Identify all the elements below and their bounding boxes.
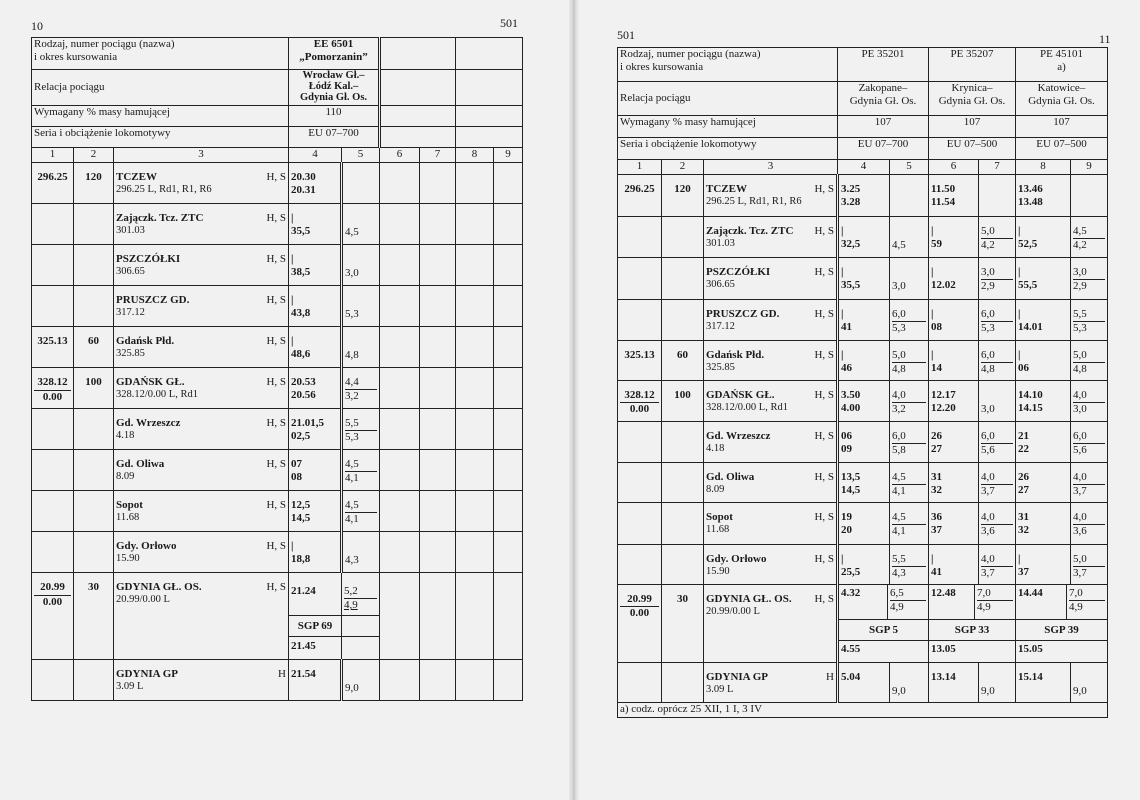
timetable-row: [618, 381, 1108, 422]
brake-distance-cell: [662, 217, 704, 258]
train-cell: 12.48 7,0 4,9 SGP 33 13.05: [929, 585, 1016, 663]
time-cell: | 14: [929, 341, 979, 381]
time-cell: | 37: [1016, 545, 1071, 585]
station-cell: GDYNIA GŁ. OS. H, S 20.99/0.00 L: [704, 585, 838, 663]
brake-distance-cell: [662, 503, 704, 545]
sgp-label: SGP 5: [839, 619, 928, 640]
brake-distance-cell: [662, 422, 704, 463]
left-page-header-number: 501: [500, 16, 518, 30]
time-cell: 13.14: [929, 663, 979, 703]
train-pe35207: PE 35207: [929, 48, 1016, 82]
run-time-cell: 9,0: [979, 663, 1016, 703]
timetable-row: [32, 327, 523, 368]
station-cell: GDYNIA GP H 3.09 L: [114, 660, 289, 701]
station-cell: Gdańsk Płd. H, S 325.85: [704, 341, 838, 381]
time-cell: 21.24 SGP 69 21.45: [289, 573, 342, 660]
time-cell: 21 22: [1016, 422, 1071, 463]
brake-distance-cell: [74, 245, 114, 286]
brake-distance-cell: [74, 409, 114, 450]
sgp-label: SGP 39: [1016, 619, 1107, 640]
timetable-row: [32, 532, 523, 573]
relation-pe45101: Katowice– Gdynia Gł. Os.: [1016, 82, 1108, 116]
column-numbers: 1 2 3 4 5 6 7 8 9: [618, 160, 1108, 175]
run-time-cell: 9,0: [342, 660, 380, 701]
hdr-loco-label: Seria i obciążenie lokomotywy: [32, 127, 289, 148]
brake-distance-cell: 100: [662, 381, 704, 422]
brake-pe45101: 107: [1016, 116, 1108, 138]
brake-distance-cell: 60: [74, 327, 114, 368]
run-time-cell: 5,2 4,9: [342, 573, 380, 660]
hdr-brake-label: Wymagany % masy hamującej: [32, 106, 289, 127]
time-cell: | 55,5: [1016, 258, 1071, 300]
timetable-row: [618, 258, 1108, 300]
brake-distance-cell: 120: [662, 175, 704, 217]
hdr-relation-label: Relacja pociągu: [618, 82, 838, 116]
run-time-cell: 6,0 5,8: [890, 422, 929, 463]
brake-distance-cell: [74, 286, 114, 327]
brake-distance-cell: [74, 491, 114, 532]
timetable-row: [32, 573, 523, 660]
run-time-cell: 4,0 3,7: [979, 545, 1016, 585]
right-page-header-number: 501: [617, 28, 635, 42]
run-time-cell: 5,0 4,8: [890, 341, 929, 381]
column-numbers: 1 2 3 4 5 6 7 8 9: [32, 148, 523, 163]
station-cell: Gdańsk Płd. H, S 325.85: [114, 327, 289, 368]
run-time-cell: 5,5 5,3: [342, 409, 380, 450]
brake-distance-cell: 100: [74, 368, 114, 409]
run-time-cell: [1071, 175, 1108, 217]
run-time-cell: 4,5 4,1: [890, 503, 929, 545]
hdr-train-type-label: Rodzaj, numer pociągu (nazwa) i okres kursowania: [618, 48, 838, 82]
timetable-row: [618, 300, 1108, 341]
time-cell: | 52,5: [1016, 217, 1071, 258]
timetable-row: [618, 175, 1108, 217]
station-cell: GDAŃSK GŁ. H, S 328.12/0.00 L, Rd1: [114, 368, 289, 409]
hdr-loco-label: Seria i obciążenie lokomotywy: [618, 138, 838, 160]
station-cell: Sopot H, S 11.68: [114, 491, 289, 532]
run-time-cell: 4,4 3,2: [342, 368, 380, 409]
run-time-cell: 4,5 4,1: [342, 450, 380, 491]
time-cell: 36 37: [929, 503, 979, 545]
time-cell: | 08: [929, 300, 979, 341]
relation-pe35201: Zakopane– Gdynia Gł. Os.: [838, 82, 929, 116]
timetable-row: [618, 341, 1108, 381]
run-time-cell: 4,5 4,1: [890, 463, 929, 503]
time-cell: | 38,5: [289, 245, 342, 286]
sgp-label: SGP 69: [289, 615, 341, 636]
km-cell: 325.13: [37, 335, 68, 347]
run-time-cell: [979, 175, 1016, 217]
train-cell: 14.44 7,0 4,9 SGP 39 15.05: [1016, 585, 1108, 663]
station-cell: Gdy. Orłowo H, S 15.90: [114, 532, 289, 573]
book-spine: [569, 0, 579, 800]
brake-distance-cell: [74, 204, 114, 245]
time-cell: | 25,5: [838, 545, 890, 585]
timetable-row: [618, 217, 1108, 258]
run-time-cell: 6,0 5,6: [979, 422, 1016, 463]
run-time-cell: 4,0 3,0: [1071, 381, 1108, 422]
time-cell: 26 27: [1016, 463, 1071, 503]
run-time-cell: 6,0 5,3: [890, 300, 929, 341]
timetable-row: [618, 422, 1108, 463]
run-time-cell: 5,5 5,3: [1071, 300, 1108, 341]
relation-pe35207: Krynica– Gdynia Gł. Os.: [929, 82, 1016, 116]
time-cell: 31 32: [929, 463, 979, 503]
run-time-cell: 4,0 3,6: [979, 503, 1016, 545]
left-page-number: 10: [31, 19, 43, 33]
run-time-cell: 3,0: [342, 245, 380, 286]
right-timetable: [617, 47, 1108, 718]
train-ee6501: EE 6501 „Pomorzanin”: [289, 38, 380, 70]
km-cell: 20.99 0.00: [34, 581, 71, 609]
time-cell: 11.50 11.54: [929, 175, 979, 217]
train-cell: 4.32 6,5 4,9 SGP 5 4.55: [838, 585, 929, 663]
run-time-cell: [890, 175, 929, 217]
run-time-cell: 4,5: [342, 204, 380, 245]
timetable-row: [32, 450, 523, 491]
time-cell: | 12.02: [929, 258, 979, 300]
run-time-cell: 3,0 2,9: [1071, 258, 1108, 300]
hdr-relation-label: Relacja pociągu: [32, 70, 289, 106]
brake-distance-cell: [662, 545, 704, 585]
brake-distance-cell: [74, 660, 114, 701]
timetable-row: [32, 660, 523, 701]
run-time-cell: 3,0: [890, 258, 929, 300]
km-cell: 325.13: [624, 349, 655, 361]
timetable-row: [618, 663, 1108, 703]
run-time-cell: 4,0 3,7: [979, 463, 1016, 503]
time-cell: | 35,5: [289, 204, 342, 245]
km-cell: 296.25: [37, 171, 68, 183]
run-time-cell: 4,0 3,6: [1071, 503, 1108, 545]
sgp-label: SGP 33: [929, 619, 1015, 640]
run-time-cell: 6,0 5,6: [1071, 422, 1108, 463]
run-time-cell: 9,0: [890, 663, 929, 703]
brake-distance-cell: 30: [662, 585, 704, 663]
timetable-row: [32, 163, 523, 204]
run-time-cell: 6,0 4,8: [979, 341, 1016, 381]
run-time-cell: 5,3: [342, 286, 380, 327]
run-time-cell: [342, 163, 380, 204]
station-cell: PSZCZÓŁKI H, S 306.65: [114, 245, 289, 286]
run-time-cell: 5,5 4,3: [890, 545, 929, 585]
station-cell: TCZEW H, S 296.25 L, Rd1, R1, R6: [114, 163, 289, 204]
station-cell: Gd. Oliwa H, S 8.09: [114, 450, 289, 491]
brake-distance-cell: [662, 463, 704, 503]
brake-pe35207: 107: [929, 116, 1016, 138]
time-cell: 31 32: [1016, 503, 1071, 545]
time-cell: 13.46 13.48: [1016, 175, 1071, 217]
hdr-brake-label: Wymagany % masy hamującej: [618, 116, 838, 138]
train-pe45101: PE 45101 a): [1016, 48, 1108, 82]
time-cell: | 18,8: [289, 532, 342, 573]
time-cell: | 59: [929, 217, 979, 258]
time-cell: 20.30 20.31: [289, 163, 342, 204]
time-cell: 07 08: [289, 450, 342, 491]
relation-ee6501: Wrocław Gł.– Łódź Kal.– Gdynia Gł. Os.: [289, 70, 380, 106]
time-cell: 5.04: [838, 663, 890, 703]
loco-pe45101: EU 07–500: [1016, 138, 1108, 160]
time-cell: 26 27: [929, 422, 979, 463]
timetable-row: [32, 409, 523, 450]
time-cell: | 41: [929, 545, 979, 585]
time-cell: | 41: [838, 300, 890, 341]
timetable-row: [32, 491, 523, 532]
station-cell: PRUSZCZ GD. H, S 317.12: [114, 286, 289, 327]
km-cell: 328.12 0.00: [620, 389, 659, 416]
run-time-cell: 3,0: [979, 381, 1016, 422]
loco-ee6501: EU 07–700: [289, 127, 380, 148]
time-cell: 12.17 12.20: [929, 381, 979, 422]
brake-distance-cell: [662, 258, 704, 300]
time-cell: 12,5 14,5: [289, 491, 342, 532]
brake-distance-cell: 60: [662, 341, 704, 381]
time-cell: 06 09: [838, 422, 890, 463]
run-time-cell: 4,5 4,1: [342, 491, 380, 532]
run-time-cell: 4,5 4,2: [1071, 217, 1108, 258]
station-cell: Zajączk. Tcz. ZTC H, S 301.03: [704, 217, 838, 258]
station-cell: TCZEW H, S 296.25 L, Rd1, R1, R6: [704, 175, 838, 217]
run-time-cell: 9,0: [1071, 663, 1108, 703]
timetable-row: [32, 245, 523, 286]
brake-distance-cell: [74, 450, 114, 491]
km-cell: 296.25: [624, 183, 655, 195]
station-cell: Sopot H, S 11.68: [704, 503, 838, 545]
run-time-cell: 4,0 3,2: [890, 381, 929, 422]
timetable-row: [32, 368, 523, 409]
run-time-cell: 4,5: [890, 217, 929, 258]
time-cell: 21.01,5 02,5: [289, 409, 342, 450]
brake-distance-cell: [662, 663, 704, 703]
run-time-cell: 3,0 2,9: [979, 258, 1016, 300]
train-pe35201: PE 35201: [838, 48, 929, 82]
timetable-row: [618, 545, 1108, 585]
run-time-cell: 6,0 5,3: [979, 300, 1016, 341]
hdr-train-type-label: Rodzaj, numer pociągu (nazwa) i okres kursowania: [32, 38, 289, 70]
time-cell: | 14.01: [1016, 300, 1071, 341]
time-cell: 3.25 3.28: [838, 175, 890, 217]
brake-distance-cell: 120: [74, 163, 114, 204]
time-cell: 19 20: [838, 503, 890, 545]
run-time-cell: 4,8: [342, 327, 380, 368]
time-cell: | 46: [838, 341, 890, 381]
time-cell: | 32,5: [838, 217, 890, 258]
brake-ee6501: 110: [289, 106, 380, 127]
run-time-cell: 4,0 3,7: [1071, 463, 1108, 503]
timetable-row: [618, 463, 1108, 503]
run-time-cell: 4,3: [342, 532, 380, 573]
station-cell: Gdy. Orłowo H, S 15.90: [704, 545, 838, 585]
run-time-cell: 5,0 4,2: [979, 217, 1016, 258]
brake-distance-cell: [74, 532, 114, 573]
time-cell: 14.10 14.15: [1016, 381, 1071, 422]
station-cell: Gd. Wrzeszcz H, S 4.18: [114, 409, 289, 450]
footnote: a) codz. oprócz 25 XII, 1 I, 3 IV: [618, 703, 1108, 718]
station-cell: GDAŃSK GŁ. H, S 328.12/0.00 L, Rd1: [704, 381, 838, 422]
time-cell: 3.50 4.00: [838, 381, 890, 422]
station-cell: GDYNIA GP H 3.09 L: [704, 663, 838, 703]
timetable-row: [618, 503, 1108, 545]
time-cell: 21.54: [289, 660, 342, 701]
timetable-row: [32, 204, 523, 245]
time-cell: | 35,5: [838, 258, 890, 300]
run-time-cell: 5,0 3,7: [1071, 545, 1108, 585]
timetable-row: [618, 585, 1108, 663]
time-cell: 15.14: [1016, 663, 1071, 703]
time-cell: | 06: [1016, 341, 1071, 381]
km-cell: 20.99 0.00: [620, 593, 659, 620]
right-page-number: 11: [1099, 32, 1111, 46]
left-timetable: [31, 37, 523, 701]
time-cell: | 43,8: [289, 286, 342, 327]
brake-distance-cell: [662, 300, 704, 341]
station-cell: Zajączk. Tcz. ZTC H, S 301.03: [114, 204, 289, 245]
brake-pe35201: 107: [838, 116, 929, 138]
station-cell: PSZCZÓŁKI H, S 306.65: [704, 258, 838, 300]
station-cell: Gd. Wrzeszcz H, S 4.18: [704, 422, 838, 463]
station-cell: Gd. Oliwa H, S 8.09: [704, 463, 838, 503]
run-time-cell: 5,0 4,8: [1071, 341, 1108, 381]
loco-pe35201: EU 07–700: [838, 138, 929, 160]
timetable-row: [32, 286, 523, 327]
km-cell: 328.12 0.00: [34, 376, 71, 404]
station-cell: GDYNIA GŁ. OS. H, S 20.99/0.00 L: [114, 573, 289, 660]
brake-distance-cell: 30: [74, 573, 114, 660]
station-cell: PRUSZCZ GD. H, S 317.12: [704, 300, 838, 341]
time-cell: | 48,6: [289, 327, 342, 368]
loco-pe35207: EU 07–500: [929, 138, 1016, 160]
time-cell: 13,5 14,5: [838, 463, 890, 503]
time-cell: 20.53 20.56: [289, 368, 342, 409]
